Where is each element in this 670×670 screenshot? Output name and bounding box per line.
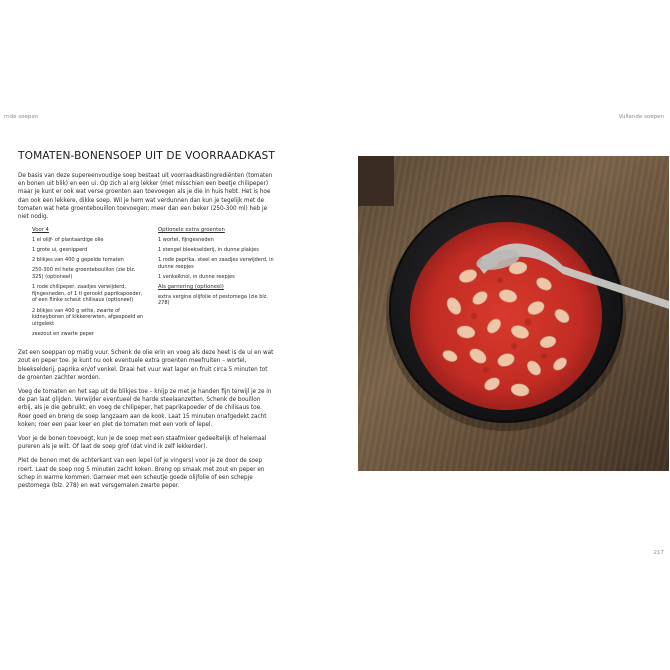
ingredient-item: 1 grote ui, gesnipperd <box>32 247 88 253</box>
recipe-title: TOMATEN-BONENSOEP UIT DE VOORRAADKAST <box>18 150 276 162</box>
ingredients-optional <box>158 227 274 341</box>
ingredient-item: 2 blikjes van 400 g witte, zwarte of kidneybonen of kikkererwten, afgespoeld en uitgelekt <box>32 307 144 327</box>
ingredient-item: zeezout en zwarte peper <box>32 330 95 337</box>
garnish-heading: Als garnering (optioneel) <box>158 284 224 291</box>
ingredient-item: 2 blikjes van 400 g gepelde tomaten <box>32 257 124 264</box>
recipe-intro: De basis van deze supereenvoudige soep bestaat uit voorraadkastingrediënten (tomaten en bonen uit blik) en een ui. Op zich al erg lekker (met misschien een beetje chilipeper) maar je kunt er ook wat verse groenten aan toevoegen als je die in huis hebt. Het is hoe dan ook een lekkere, dikke soep. Wil je hem wat verdunnen dan kun je tegelijk met de tomaten wat hete groentebouillon toevoegen; meer dan een beker (250-300 ml) heb je niet nodig. <box>18 173 273 221</box>
garnish-item: extra vergine olijfolie of pestomega (zie blz. 278) <box>158 293 268 307</box>
optional-item: 1 stengel bleekselderij, in dunne plakjes <box>158 247 259 253</box>
soup-photo <box>358 156 669 471</box>
optional-item: 1 venkelknol, in dunne reepjes <box>158 273 235 280</box>
optional-item: 1 wortel, fijngesneden <box>158 236 214 243</box>
optional-item: 1 rode paprika, steel en zaadjes verwijderd, in dunne reepjes <box>158 257 274 270</box>
ingredient-item: 1 rode chilipeper, zaadjes verwijderd, fijngesneden, of 1 tl gerookt paprikapoeder, of een flinke scheut chilisaus (optioneel) <box>32 284 143 304</box>
ingredients-main <box>32 227 148 341</box>
step-4: Plet de bonen met de achterkant van een lepel (of je vingers) voor je ze door de soep roert. Laat de soep nog 5 minuten zacht koken. Breng op smaak met zout en peper en schep in warme kommen. Garneer met een scheutje goede olijfolie of een schepje pestomega (blz. 278) en wat versgemalen zwarte peper. <box>18 458 265 489</box>
ingredient-item: 250-300 ml hete groentebouillon (zie blz. 325) (optioneel) <box>32 267 136 280</box>
running-head-left: rnde soepen <box>4 114 39 120</box>
soup-bowl-photo-icon <box>358 156 669 471</box>
page-number: 217 <box>653 550 664 556</box>
optional-heading: Optionele extra groenten <box>158 227 225 234</box>
ingredients <box>32 227 274 341</box>
recipe-page <box>18 150 274 496</box>
ingredients-heading: Voor 4 <box>32 227 49 234</box>
step-3: Voor je de bonen toevoegt, kun je de soep met een staafmixer gedeeltelijk of helemaal pureren als je wilt. Of laat de soep grof (dat vind ik zelf lekkerder). <box>18 435 267 451</box>
ingredient-item: 1 el olijf- of plantaardige olie <box>32 236 104 243</box>
running-head-right: Vullende soepen <box>618 114 664 120</box>
step-1: Zet een soeppan op matig vuur. Schenk de olie erin en voeg als deze heet is de ui en wat zout en peper toe. Je kunt nu ook eventuele extra groenten meefruiten – wortel, bleekselderij, paprika en/of venkel. Draai het vuur wat lager en fruit circa 5 minuten tot de groenten zachter worden. <box>18 350 274 381</box>
step-2: Voeg de tomaten en het sap uit de blikjes toe – knijp ze met je handen fijn terwijl je ze in de pan laat glijden. Verwijder eventueel de harde steelaanzetten. Schenk de bouillon erbij, als je die gebruikt, en voeg de chilipeper, het paprikapoeder of de chilisaus toe. Roer goed en breng de soep langzaam aan de kook. Laat 15 minuten onafgedekt zacht koken; roer een paar keer en plet de tomaten met een vork of lepel. <box>18 388 272 428</box>
